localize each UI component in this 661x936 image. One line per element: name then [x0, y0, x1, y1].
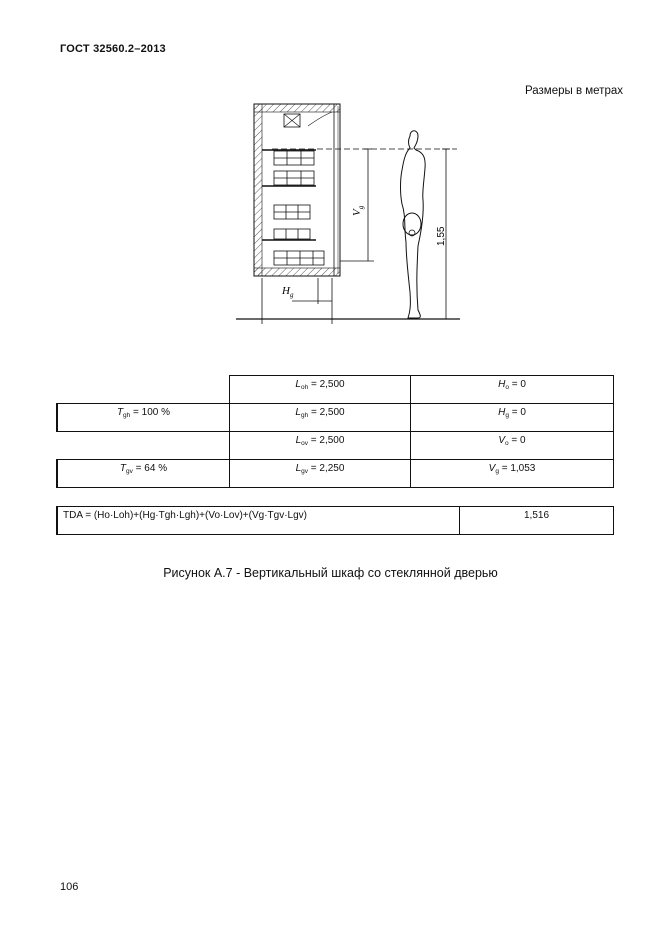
- page-number: 106: [60, 881, 79, 893]
- tda-value: 1,516: [460, 507, 614, 535]
- table-row: $L_{ov} = 2,500$ $V_o = 0$: [57, 432, 614, 460]
- vg-label: $V_g$: [351, 205, 365, 216]
- table-row: $L_{oh} = 2,500$ $H_o = 0$: [57, 376, 614, 404]
- document-header: ГОСТ 32560.2–2013: [60, 43, 166, 55]
- table-row: [57, 507, 614, 535]
- table-row: $T_{gv} = 64$ % $L_{gv} = 2,250$ $V_g = 1,053$: [57, 460, 614, 488]
- cabinet-body: [254, 104, 340, 276]
- hg-dimension: [262, 278, 332, 324]
- tda-table: [56, 506, 614, 535]
- cabinet-figure: [232, 96, 462, 324]
- table-row: $T_{gh} = 100$ % $L_{gh} = 2,500$ $H_g = 0$: [57, 404, 614, 432]
- figure-caption: Рисунок А.7 - Вертикальный шкаф со стеклянной дверью: [163, 566, 498, 580]
- units-note: Размеры в метрах: [524, 85, 623, 97]
- hg-label: $H_g$: [282, 285, 294, 299]
- vg-dimension: [340, 149, 374, 261]
- values-table: [56, 375, 614, 488]
- tda-formula: TDA = (Ho·Loh)+(Hg·Tgh·Lgh)+(Vo·Lov)+(Vg·Tgv·Lgv): [57, 507, 460, 535]
- product-packages: [274, 151, 324, 265]
- height-label: 1,55: [436, 226, 447, 246]
